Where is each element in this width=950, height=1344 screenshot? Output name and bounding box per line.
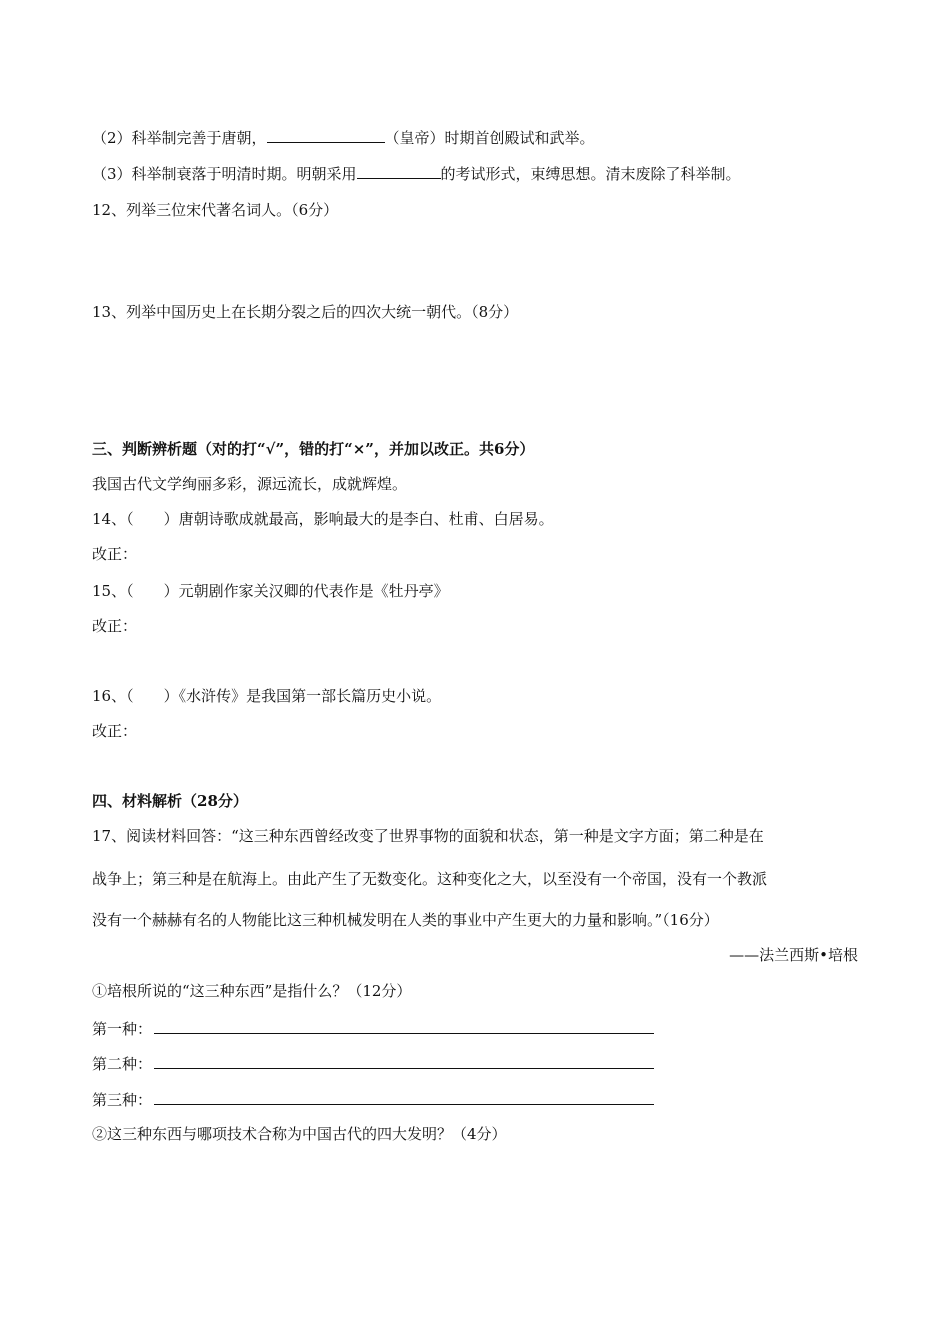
q11-part2-text-end: （皇帝）时期首创殿试和武举。 [384, 129, 595, 147]
q11-part2-text: （2）科举制完善于唐朝， [92, 129, 267, 147]
q11-part3-text: （3）科举制衰落于明清时期。明朝采用 [92, 165, 357, 183]
answer-row-third [92, 1089, 654, 1110]
q11-part3-text-end: 的考试形式，束缚思想。清末废除了科举制。 [440, 165, 741, 183]
q11-part3 [92, 164, 741, 184]
answer-label-third: 第三种： [92, 1091, 153, 1109]
fill-blank-emperor[interactable] [267, 128, 385, 143]
fill-blank-exam-form[interactable] [357, 164, 441, 179]
answer-line-third[interactable] [154, 1089, 654, 1105]
answer-row-first [92, 1018, 654, 1039]
section-4-title: 四、材料解析（28分） [92, 792, 248, 810]
q11-part2 [92, 128, 595, 148]
question-13: 13、列举中国历史上在长期分裂之后的四次大统一朝代。（8分） [92, 303, 519, 321]
answer-line-second[interactable] [154, 1053, 654, 1069]
question-17-line-2: 战争上；第三种是在航海上。由此产生了无数变化。这种变化之大，以至没有一个帝国，没有一个教派 [92, 870, 768, 888]
answer-line-first[interactable] [154, 1018, 654, 1034]
question-15: 15、（ ）元朝剧作家关汉卿的代表作是《牡丹亭》 [92, 582, 449, 600]
question-12: 12、列举三位宋代著名词人。（6分） [92, 201, 339, 219]
section-3-intro: 我国古代文学绚丽多彩，源远流长，成就辉煌。 [92, 475, 408, 493]
section-3-title: 三、判断辨析题（对的打“√”，错的打“×”，并加以改正。共6分） [92, 440, 535, 458]
question-14: 14、（ ）唐朝诗歌成就最高，影响最大的是李白、杜甫、白居易。 [92, 510, 554, 528]
quote-attribution: ——法兰西斯•培根 [729, 946, 858, 964]
correction-label-14: 改正： [92, 545, 138, 563]
correction-label-15: 改正： [92, 617, 138, 635]
sub-question-2: ②这三种东西与哪项技术合称为中国古代的四大发明？（4分） [92, 1125, 507, 1143]
answer-row-second [92, 1053, 654, 1074]
correction-label-16: 改正： [92, 722, 138, 740]
answer-label-second: 第二种： [92, 1055, 153, 1073]
question-16: 16、（ ）《水浒传》是我国第一部长篇历史小说。 [92, 687, 442, 705]
sub-question-1: ①培根所说的“这三种东西”是指什么？（12分） [92, 982, 412, 1000]
question-17-line-3: 没有一个赫赫有名的人物能比这三种机械发明在人类的事业中产生更大的力量和影响。”（16分） [92, 911, 719, 929]
question-17-line-1: 17、阅读材料回答：“这三种东西曾经改变了世界事物的面貌和状态，第一种是文字方面；第二种是在 [92, 827, 764, 845]
answer-label-first: 第一种： [92, 1020, 153, 1038]
